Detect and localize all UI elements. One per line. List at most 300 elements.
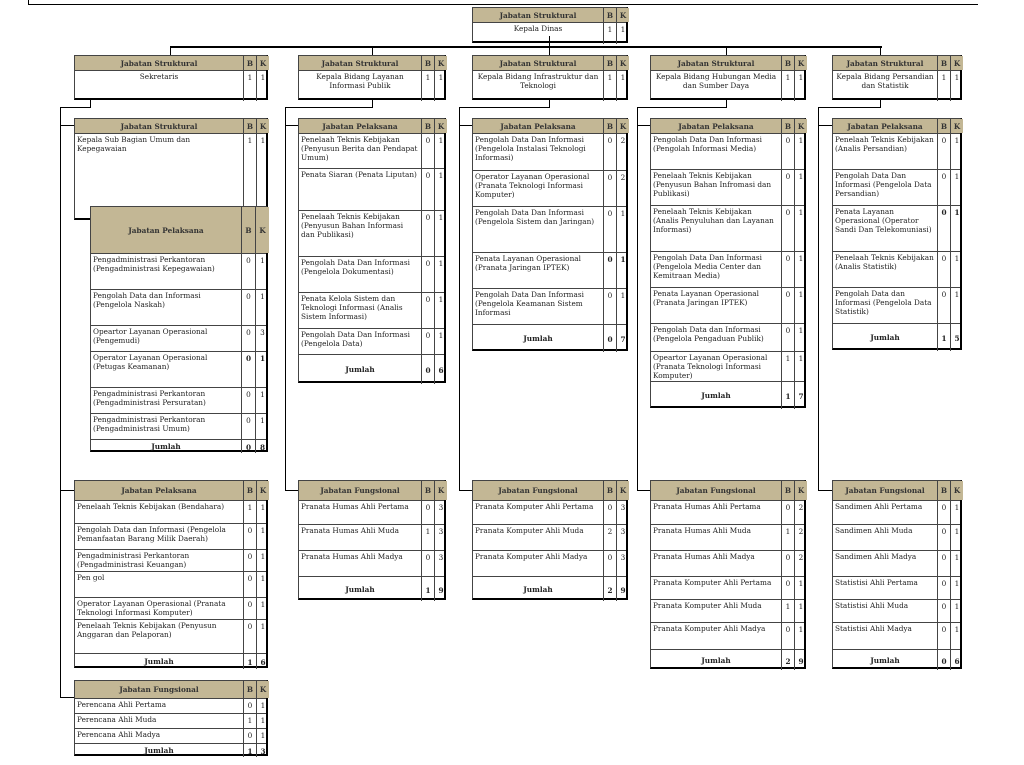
connector (549, 46, 550, 55)
table-row (651, 287, 804, 323)
header-label: Jabatan Fungsional (651, 481, 781, 500)
total-b: 1 (781, 382, 794, 409)
header-label: Jabatan Struktural (651, 56, 781, 70)
total-b: 2 (603, 577, 616, 601)
count-k: 1 (950, 551, 963, 576)
count-k: 1 (950, 170, 963, 205)
count-k: 3 (616, 525, 629, 550)
total-label: Jumlah (870, 333, 900, 342)
position-name: Penelaah Teknis Kebijakan (Analis Penyuluhan dan Layanan Informasi) (653, 207, 774, 234)
connector (60, 490, 74, 491)
position-name: Penata Layanan Operasional (Pranata Jaringan IPTEK) (475, 254, 581, 272)
total-label: Jumlah (345, 584, 375, 594)
total-b: 0 (937, 650, 950, 670)
header-b: B (243, 681, 256, 698)
position-name: Perencana Ahli Madya (77, 730, 161, 739)
connector (459, 107, 460, 491)
count-b: 1 (781, 600, 794, 622)
total-label: Jumlah (701, 391, 731, 400)
table-row (299, 500, 444, 524)
table-row (299, 550, 444, 576)
count-k: 1 (255, 414, 269, 439)
fungsional-humas-table (298, 480, 446, 600)
position-name: Penelaah Teknis Kebijakan (Penyusun Anggaran dan Pelaporan) (77, 621, 217, 639)
position-name: Penelaah Teknis Kebijakan (Penyusun Berita dan Pendapat Umum) (301, 135, 418, 162)
count-b: 0 (937, 577, 950, 599)
count-k: 1 (616, 253, 629, 288)
total-label: Jumlah (870, 655, 900, 665)
count-b: 1 (243, 501, 256, 523)
table-row (473, 170, 626, 206)
count-b: 0 (243, 572, 256, 597)
table-row (91, 387, 266, 413)
connector (60, 107, 91, 108)
table-header-row (299, 56, 444, 70)
table-row (473, 133, 626, 170)
table-row (299, 133, 444, 168)
header-k: K (794, 56, 807, 70)
count-k: 1 (256, 620, 269, 653)
count-b: 1 (603, 71, 616, 101)
count-b: 0 (243, 598, 256, 619)
position-name: Penata Layanan Operasional (Pranata Jaringan IPTEK) (653, 289, 759, 307)
position-name: Pengadministrasi Perkantoran (Pengadministrasi Kepegawaian) (93, 255, 215, 273)
kepala-bidang-table (74, 55, 268, 100)
header-label: Jabatan Struktural (299, 56, 421, 70)
connector (285, 490, 298, 491)
connector (818, 107, 819, 491)
total-k: 8 (255, 440, 269, 453)
connector (170, 46, 882, 48)
count-k: 1 (434, 134, 447, 168)
count-b: 0 (243, 524, 256, 549)
count-k: 1 (794, 352, 807, 381)
count-k: 1 (616, 71, 629, 101)
total-row (651, 649, 804, 670)
pelaksana-infrastruktur-table (472, 118, 628, 351)
count-k: 1 (616, 23, 629, 44)
connector (285, 107, 286, 491)
count-k: 1 (256, 501, 269, 523)
count-b: 0 (421, 134, 434, 168)
total-row (833, 323, 960, 351)
total-k: 9 (616, 577, 629, 601)
position-name: Kepala Bidang Persandian dan Statistik (836, 72, 934, 90)
connector (818, 490, 832, 491)
header-label: Jabatan Struktural (473, 56, 603, 70)
position-name: Sekretaris (139, 72, 179, 81)
header-b: B (243, 481, 256, 500)
position-name: Pengolah Data Dan Informasi (Pengelola Data Persandian) (835, 171, 932, 198)
count-b: 0 (781, 206, 794, 251)
count-k: 1 (794, 600, 807, 622)
table-row (91, 253, 266, 289)
pelaksana-media-table (650, 118, 806, 408)
position-name: Penelaah Teknis Kebijakan (Penyusun Bahan Informasi dan Publikasi) (301, 212, 404, 239)
count-k: 1 (794, 252, 807, 287)
position-name: Statistisi Ahli Pertama (835, 578, 918, 587)
position-name: Pranata Humas Ahli Madya (301, 552, 403, 561)
table-header-row (833, 56, 960, 70)
header-label: Jabatan Struktural (833, 56, 937, 70)
table-row (299, 256, 444, 292)
fungsional-perencana-table (74, 680, 268, 756)
header-b: B (421, 119, 434, 133)
count-b: 0 (243, 699, 256, 713)
header-label: Jabatan Pelaksana (833, 119, 937, 133)
position-name: Pranata Komputer Ahli Madya (475, 552, 588, 561)
connector (459, 490, 472, 491)
total-label: Jumlah (701, 655, 731, 665)
header-k: K (950, 119, 963, 133)
table-header-row (91, 207, 266, 253)
header-k: K (616, 8, 629, 22)
position-name: Pranata Humas Ahli Muda (653, 526, 751, 535)
count-b: 0 (781, 134, 794, 169)
table-row (473, 524, 626, 550)
count-b: 1 (243, 134, 256, 221)
count-b: 0 (781, 551, 794, 576)
count-k: 1 (616, 207, 629, 252)
table-row (91, 289, 266, 325)
count-b: 0 (781, 501, 794, 524)
table-header-row (75, 119, 266, 133)
header-k: K (950, 481, 963, 500)
count-k: 1 (256, 729, 269, 743)
table-row (833, 287, 960, 323)
connector (459, 107, 550, 108)
table-row (75, 549, 266, 571)
table-row (651, 133, 804, 169)
count-k: 1 (256, 524, 269, 549)
count-b: 0 (603, 501, 616, 524)
total-k: 5 (950, 324, 963, 351)
pelaksana-persandian-table (832, 118, 962, 350)
position-name: Pranata Komputer Ahli Muda (653, 601, 762, 610)
position-name: Pengolah Data dan Informasi (Pengelola Pemanfaatan Barang Milik Daerah) (77, 525, 226, 543)
total-row (473, 324, 626, 352)
count-b: 0 (603, 134, 616, 170)
position-name: Pengadministrasi Perkantoran (Pengadministrasi Keuangan) (77, 551, 190, 569)
position-name: Penata Layanan Operasional (Operator Sandi Dan Telekomuniasi) (835, 207, 932, 234)
count-b: 0 (781, 623, 794, 649)
kepala-bidang-table (472, 55, 628, 100)
position-name: Penelaah Teknis Kebijakan (Bendahara) (77, 502, 225, 511)
header-label: Jabatan Pelaksana (75, 481, 243, 500)
count-k: 1 (794, 134, 807, 169)
table-row (651, 622, 804, 649)
count-b: 0 (421, 501, 434, 524)
position-name: Sandimen Ahli Pertama (835, 502, 923, 511)
table-row (473, 288, 626, 324)
count-k: 3 (616, 551, 629, 576)
connector (637, 107, 638, 491)
table-header-row (833, 119, 960, 133)
kepala-bidang-table (650, 55, 806, 100)
connector (726, 46, 727, 55)
count-k: 1 (794, 324, 807, 351)
position-name: Penelaah Teknis Kebijakan (Analis Persandian) (835, 135, 934, 153)
count-b: 0 (937, 551, 950, 576)
count-k: 3 (434, 551, 447, 576)
header-label: Jabatan Pelaksana (299, 119, 421, 133)
total-b: 0 (421, 355, 434, 384)
table-row (75, 713, 266, 728)
position-name: Operator Layanan Operasional (Pranata Teknologi Informasi Komputer) (475, 172, 590, 199)
table-row (833, 500, 960, 524)
header-k: K (434, 481, 447, 500)
count-k: 1 (950, 623, 963, 649)
total-row (75, 743, 266, 757)
count-k: 1 (950, 577, 963, 599)
header-label: Jabatan Fungsional (299, 481, 421, 500)
count-k: 1 (434, 293, 447, 328)
header-k: K (256, 681, 269, 698)
position-name: Pranata Humas Ahli Pertama (301, 502, 409, 511)
count-b: 1 (781, 71, 794, 101)
count-k: 1 (950, 288, 963, 323)
header-label: Jabatan Fungsional (75, 681, 243, 698)
position-name: Statistisi Ahli Madya (835, 624, 912, 633)
header-b: B (243, 56, 256, 70)
table-row (651, 524, 804, 550)
table-row (473, 206, 626, 252)
count-b: 0 (241, 254, 255, 289)
table-row (91, 351, 266, 387)
table-header-row (833, 481, 960, 500)
table-row (75, 70, 266, 101)
header-k: K (434, 119, 447, 133)
total-b: 1 (243, 654, 256, 669)
table-row (651, 576, 804, 599)
position-name: Penelaah Teknis Kebijakan (Analis Statistik) (835, 253, 934, 271)
table-row (833, 133, 960, 169)
table-row (299, 70, 444, 101)
connector (60, 107, 61, 698)
count-b: 1 (603, 23, 616, 44)
total-b: 1 (421, 577, 434, 601)
fungsional-komputer-table (472, 480, 628, 600)
position-name: Operator Layanan Operasional (Pranata Teknologi Informasi Komputer) (77, 599, 226, 617)
table-header-row (299, 481, 444, 500)
count-k: 1 (434, 211, 447, 256)
count-b: 0 (603, 207, 616, 252)
position-name: Pen gol (77, 573, 105, 582)
count-b: 1 (781, 352, 794, 381)
fungsional-persandian-table (832, 480, 962, 669)
header-label: Jabatan Fungsional (833, 481, 937, 500)
count-k: 3 (255, 326, 269, 351)
count-k: 1 (794, 71, 807, 101)
table-header-row (651, 56, 804, 70)
count-k: 3 (434, 501, 447, 524)
position-name: Pranata Komputer Ahli Pertama (653, 578, 772, 587)
total-label: Jumlah (144, 746, 174, 755)
kepala-bidang-table (298, 55, 446, 100)
connector (818, 125, 832, 126)
count-b: 0 (781, 288, 794, 323)
count-k: 1 (255, 290, 269, 325)
table-row (75, 597, 266, 619)
position-name: Pengolah Data dan Informasi (Pengelola Data Statistik) (835, 289, 932, 316)
count-b: 1 (421, 525, 434, 550)
total-row (299, 576, 444, 601)
table-row (75, 500, 266, 523)
position-name: Pranata Humas Ahli Pertama (653, 502, 761, 511)
header-k: K (256, 56, 269, 70)
count-k: 2 (794, 501, 807, 524)
total-row (299, 354, 444, 384)
total-label: Jumlah (345, 365, 375, 374)
count-k: 1 (256, 572, 269, 597)
total-row (833, 649, 960, 670)
count-b: 0 (241, 352, 255, 387)
fungsional-media-table (650, 480, 806, 669)
connector (880, 46, 881, 55)
table-row (651, 70, 804, 101)
count-k: 1 (256, 598, 269, 619)
table-row (75, 728, 266, 743)
count-k: 1 (434, 329, 447, 354)
header-b: B (421, 481, 434, 500)
table-row (299, 524, 444, 550)
position-name: Kepala Bidang Hubungan Media dan Sumber Daya (655, 72, 777, 90)
count-b: 0 (421, 257, 434, 292)
count-k: 1 (256, 699, 269, 713)
count-k: 1 (794, 170, 807, 205)
count-b: 0 (937, 288, 950, 323)
table-row (651, 169, 804, 205)
table-row (299, 168, 444, 210)
count-b: 0 (603, 253, 616, 288)
position-name: Pengolah Data Dan Informasi (Pengelola Media Center dan Kemitraan Media) (653, 253, 762, 280)
total-k: 6 (256, 654, 269, 669)
table-row (651, 351, 804, 381)
count-k: 1 (256, 714, 269, 728)
table-row (651, 500, 804, 524)
count-k: 1 (256, 134, 269, 221)
count-k: 1 (950, 71, 963, 101)
total-label: Jumlah (144, 657, 174, 666)
count-k: 1 (616, 289, 629, 324)
connector (170, 46, 171, 55)
position-name: Kepala Bidang Infrastruktur dan Teknologi (477, 72, 599, 90)
total-row (473, 576, 626, 601)
header-k: K (616, 481, 629, 500)
connector (818, 107, 881, 108)
position-name: Statistisi Ahli Muda (835, 601, 909, 610)
count-b: 0 (603, 289, 616, 324)
count-b: 0 (781, 324, 794, 351)
connector (285, 107, 373, 108)
count-b: 0 (937, 252, 950, 287)
count-b: 0 (781, 170, 794, 205)
count-k: 1 (794, 577, 807, 599)
connector (60, 125, 74, 126)
connector (637, 490, 650, 491)
header-k: K (255, 207, 269, 253)
table-row (833, 205, 960, 251)
header-b: B (241, 207, 255, 253)
header-label: Jabatan Pelaksana (91, 207, 241, 253)
position-name: Pengolah Data Dan Informasi (Pengelola Keamanan Sistem Informasi (475, 290, 584, 317)
table-row (833, 524, 960, 550)
position-name: Pengolah Data dan Informasi (Pengelola Naskah) (93, 291, 201, 309)
count-b: 1 (937, 71, 950, 101)
count-b: 0 (243, 550, 256, 571)
position-name: Pengadministrasi Perkantoran (Pengadministrasi Persuratan) (93, 389, 206, 407)
position-name: Penelaah Teknis Kebijakan (Penyusun Bahan Infromasi dan Publikasi) (653, 171, 772, 198)
header-label: Jabatan Struktural (75, 56, 243, 70)
connector (459, 125, 472, 126)
header-k: K (256, 481, 269, 500)
count-b: 0 (241, 290, 255, 325)
connector (637, 125, 650, 126)
total-row (91, 439, 266, 453)
position-name: Sandimen Ahli Madya (835, 552, 917, 561)
header-b: B (781, 481, 794, 500)
count-k: 1 (434, 257, 447, 292)
header-label: Jabatan Struktural (75, 119, 243, 133)
count-b: 0 (937, 206, 950, 251)
count-b: 0 (937, 170, 950, 205)
table-row (651, 550, 804, 576)
total-b: 0 (603, 325, 616, 352)
header-k: K (616, 119, 629, 133)
table-row (473, 70, 626, 101)
header-k: K (434, 56, 447, 70)
header-label: Jabatan Fungsional (473, 481, 603, 500)
header-k: K (616, 56, 629, 70)
count-k: 1 (950, 206, 963, 251)
header-label: Jabatan Pelaksana (651, 119, 781, 133)
count-k: 1 (950, 525, 963, 550)
count-b: 0 (781, 252, 794, 287)
count-b: 0 (937, 501, 950, 524)
count-k: 1 (794, 288, 807, 323)
table-row (651, 205, 804, 251)
pelaksana-layanan-table (298, 118, 446, 383)
table-header-row (299, 119, 444, 133)
total-b: 1 (243, 744, 256, 757)
count-k: 1 (794, 623, 807, 649)
table-row (473, 252, 626, 288)
table-row (299, 328, 444, 354)
table-row (75, 523, 266, 549)
count-k: 1 (255, 254, 269, 289)
header-b: B (781, 56, 794, 70)
header-b: B (603, 481, 616, 500)
table-header-row (473, 481, 626, 500)
table-row (833, 622, 960, 649)
count-k: 1 (950, 501, 963, 524)
position-name: Pengolah Data Dan Informasi (Pengolah Informasi Media) (653, 135, 762, 153)
total-label: Jumlah (151, 442, 181, 451)
count-b: 0 (241, 326, 255, 351)
position-name: Pranata Humas Ahli Muda (301, 526, 399, 535)
header-b: B (603, 8, 616, 22)
header-b: B (937, 481, 950, 500)
count-b: 0 (781, 577, 794, 599)
position-name: Pranata Komputer Ahli Muda (475, 526, 584, 535)
table-row (651, 599, 804, 622)
header-label: Jabatan Pelaksana (473, 119, 603, 133)
table-row (75, 571, 266, 597)
total-k: 7 (794, 382, 807, 409)
table-row (833, 550, 960, 576)
header-b: B (421, 56, 434, 70)
table-header-row (651, 119, 804, 133)
